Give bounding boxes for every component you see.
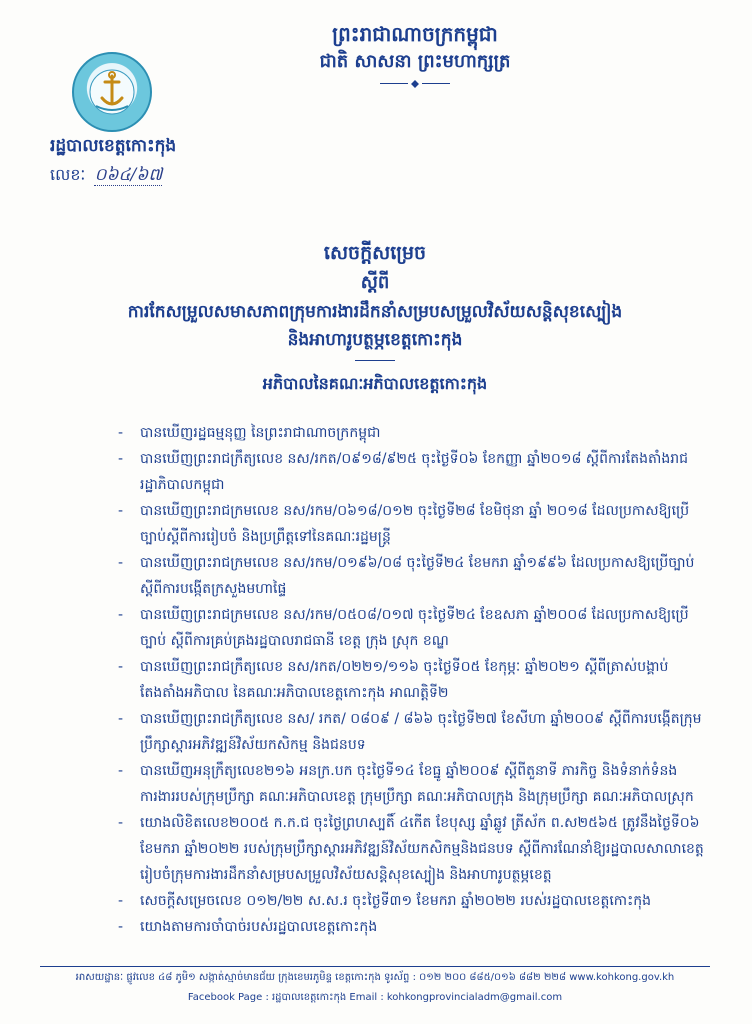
anchor-icon (74, 54, 150, 130)
footer-contact: Facebook Page : រដ្ឋបាលខេត្តកោះកុង Email : kohkongprovincialadm@gmail.com (187, 992, 563, 1003)
list-item: - បានឃើញរដ្ឋធម្មនុញ្ញ នៃព្រះរាជាណាចក្រកម្ពុជា (116, 420, 706, 446)
reference-label: លេខៈ (50, 165, 86, 184)
list-item: - បានឃើញព្រះរាជក្រឹត្យលេខ នស/ រកត/ ០៨០៩ / ៨៦៦ ចុះថ្ងៃទី២៧ ខែសីហា ឆ្នាំ២០០៩ ស្តីពីការបង្កើតក្រុមប្រឹក្សាស្ដារអភិវឌ្ឍន៍វិស័យកសិកម្ម និងជនបទ (116, 706, 706, 758)
reference-handwritten: ០៦៤/៦៧ (94, 165, 163, 185)
title-divider (355, 360, 395, 361)
document-type: សេចក្ដីសម្រេច (323, 242, 427, 264)
list-item: - បានឃើញព្រះរាជក្រឹត្យលេខ នស/រកត/០២២១/១១៦ ចុះថ្ងៃទី០៥ ខែកុម្ភៈ ឆ្នាំ២០២១ ស្តីពីត្រាស់បង្គាប់តែងតាំងអភិបាល នៃគណៈអភិបាលខេត្តកោះកុង អាណត្តិទី២ (116, 654, 706, 706)
provincial-seal-logo (72, 52, 152, 132)
subject-line-2: និងអាហារូបត្ថម្ភខេត្តកោះកុង (287, 330, 463, 350)
subject-line-1: ការកែសម្រួលសមាសភាពក្រុមការងារដឹកនាំសម្របសម្រួលវិស័យសន្តិសុខស្បៀង (127, 302, 623, 322)
kingdom-header (270, 20, 560, 88)
list-item: - បានឃើញព្រះរាជក្រឹត្យលេខ នស/រកត/០៩១៨/៩២៥ ចុះថ្ងៃទី០៦ ខែកញ្ញា ឆ្នាំ២០១៨ ស្តីពីការតែងតាំងរាជរដ្ឋាភិបាលកម្ពុជា (116, 446, 706, 498)
list-item: - យោងលិខិតលេខ២០០៥ ក.ក.ជ ចុះថ្ងៃព្រហស្បតិ៍ ៤កើត ខែបុស្ស ឆ្នាំឆ្លូវ ត្រីស័ក ព.ស២៥៦៥ ត្រូវនឹងថ្ងៃទី០៦ ខែមករា ឆ្នាំ២០២២ របស់ក្រុមប្រឹក្សាស្ដារអភិវឌ្ឍន៍វិស័យកសិកម្មនិងជនបទ ស្តីពីការណែនាំឱ្យរដ្ឋបាលសាលាខេត្តរៀបចំក្រុមការងារដឹកនាំសម្របសម្រួលវិស័យសន្តិសុខស្បៀង និងអាហារូបត្ថម្ភខេត្ត (116, 810, 706, 888)
list-item: - សេចក្តីសម្រេចលេខ ០១២/២២ ស.ស.រ ចុះថ្ងៃទី៣១ ខែមករា ឆ្នាំ២០២២ របស់រដ្ឋបាលខេត្តកោះកុង (116, 888, 706, 914)
list-item: - បានឃើញព្រះរាជក្រមលេខ នស/រកម/០១៩៦/០៨ ចុះថ្ងៃទី២៤ ខែមករា ឆ្នាំ១៩៩៦ ដែលប្រកាសឱ្យប្រើច្បាប់ស្តីពីការបង្កើតក្រសួងមហាផ្ទៃ (116, 550, 706, 602)
about-label: ស្ដីពី (360, 272, 390, 293)
preamble-list (116, 420, 706, 940)
header-ornament (380, 80, 450, 88)
footer-divider (40, 966, 710, 967)
authority-line: អភិបាលនៃគណៈអភិបាលខេត្តកោះកុង (262, 374, 488, 393)
kingdom-name: ព្រះរាជាណាចក្រកម្ពុជា (332, 22, 498, 46)
decision-title-block (110, 238, 640, 397)
list-item: - បានឃើញព្រះរាជក្រមលេខ នស/រកម/០៥០៨/០១៧ ចុះថ្ងៃទី២៤ ខែឧសភា ឆ្នាំ២០០៨ ដែលប្រកាសឱ្យប្រើច្បាប់ ស្តីពីការគ្រប់គ្រងរដ្ឋបាលរាជធានី ខេត្ត ក្រុង ស្រុក ខណ្ឌ (116, 602, 706, 654)
reference-number (50, 164, 162, 189)
list-item: - បានឃើញព្រះរាជក្រមលេខ នស/រកម/០៦១៨/០១២ ចុះថ្ងៃទី២៨ ខែមិថុនា ឆ្នាំ ២០១៨ ដែលប្រកាសឱ្យប្រើច្បាប់ស្តីពីការរៀបចំ និងប្រព្រឹត្តទៅនៃគណៈរដ្ឋមន្ត្រី (116, 498, 706, 550)
national-motto: ជាតិ សាសនា ព្រះមហាក្សត្រ (319, 51, 511, 72)
list-item: - យោងតាមការចាំបាច់របស់រដ្ឋបាលខេត្តកោះកុង (116, 914, 706, 940)
footer-address: អាសយដ្ឋានៈ ផ្លូវលេខ ៤៨ ភូមិ១ សង្កាត់ស្មាច់មានជ័យ ក្រុងខេមរភូមិន្ទ ខេត្តកោះកុង ទូរស័ព្ទ : ០១២ ២០០ ៨៨៥/០១៦ ៨៨២ ២២៨ www.kohkong.gov.kh (75, 972, 675, 983)
list-item: - បានឃើញអនុក្រឹត្យលេខ២១៦ អនក្រ.បក ចុះថ្ងៃទី១៤ ខែធ្នូ ឆ្នាំ២០០៩ ស្តីពីតួនាទី ភារកិច្ច និងទំនាក់ទំនងការងាររបស់ក្រុមប្រឹក្សា គណៈអភិបាលខេត្ត ក្រុមប្រឹក្សា គណៈអភិបាលក្រុង និងក្រុមប្រឹក្សា គណៈអភិបាលស្រុក (116, 758, 706, 810)
issuer-name: រដ្ឋបាលខេត្តកោះកុង (50, 136, 177, 156)
